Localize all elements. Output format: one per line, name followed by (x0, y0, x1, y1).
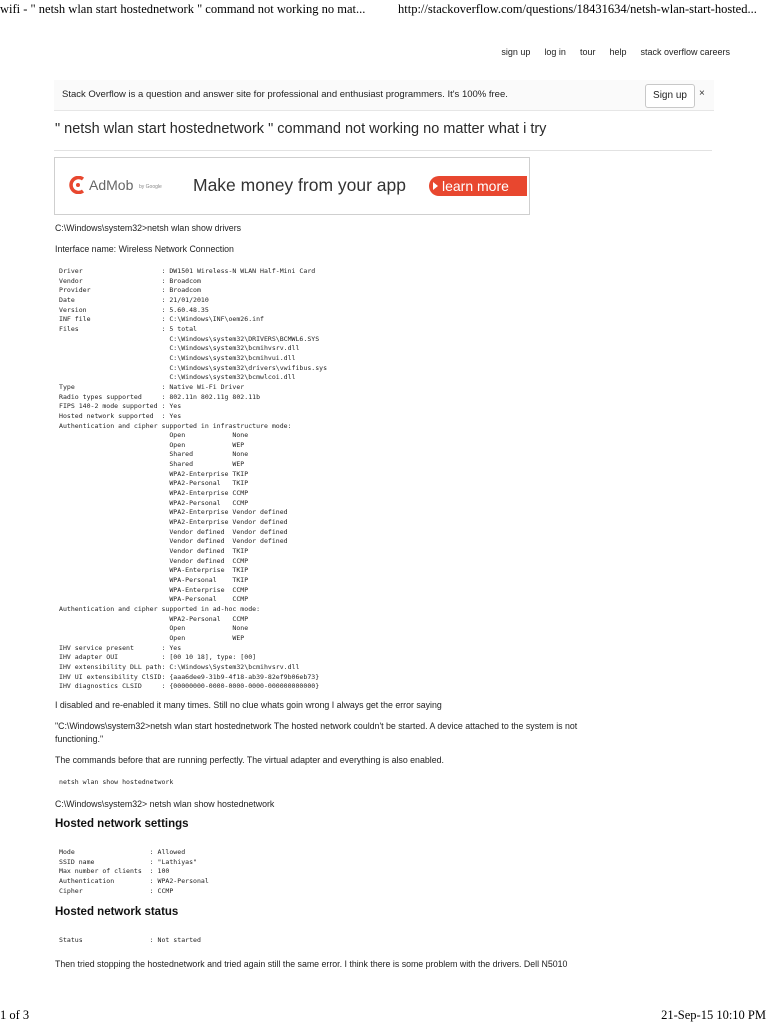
paragraph-commands: The commands before that are running perfectly. The virtual adapter and everything is also enabled. (55, 755, 444, 765)
divider (54, 150, 712, 151)
ad-learn-more-button[interactable] (429, 176, 527, 196)
interface-name: Interface name: Wireless Network Connection (55, 244, 234, 254)
close-icon[interactable]: × (699, 88, 705, 99)
paragraph-error-line2: functioning." (55, 734, 104, 744)
ad-brand: AdMob (89, 177, 134, 193)
announcement-bar (54, 80, 714, 111)
print-footer (0, 1008, 768, 1024)
nav-careers[interactable]: stack overflow careers (640, 47, 730, 57)
paragraph-disabled: I disabled and re-enabled it many times. Still no clue whats goin wrong I always get the error saying (55, 700, 442, 710)
inline-code-command: netsh wlan show hostednetwork (59, 778, 174, 786)
paragraph-error-line1: "C:\Windows\system32>netsh wlan start hostednetwork The hosted network couldn't be started. A device attached to the system is not (55, 721, 578, 731)
page-count: 1 of 3 (0, 1008, 30, 1022)
admob-logo-icon (69, 176, 87, 194)
question-title[interactable]: " netsh wlan start hostednetwork " command not working no matter what i try (55, 121, 547, 137)
nav-log-in[interactable]: log in (544, 47, 566, 57)
ad-slogan: Make money from your app (193, 175, 407, 195)
play-icon (433, 182, 438, 190)
print-header-url: http://stackoverflow.com/questions/18431634/netsh-wlan-start-hosted... (398, 2, 757, 16)
command-drivers: C:\Windows\system32>netsh wlan show drivers (55, 223, 242, 233)
print-header (0, 2, 768, 18)
nav-help[interactable]: help (609, 47, 627, 57)
ad-cta-label: learn more (442, 178, 509, 194)
announcement-text: Stack Overflow is a question and answer site for professional and enthusiast programmers. It's 100% free. (62, 89, 508, 100)
status-output-code: Status : Not started (59, 936, 201, 944)
ad-brand-sub: by Google (139, 184, 162, 190)
paragraph-drivers: Then tried stopping the hostednetwork and tried again still the same error. I think there is some problem with the drivers. Dell N5010 (55, 959, 568, 969)
drivers-output-code: Driver : DW1501 Wireless-N WLAN Half-Mini Card Vendor : Broadcom Provider : Broadcom Date : 21/01/2010 Version : 5.60.48.35 INF file : C:\Windows\INF\oem26.inf Files : 5 total C:\Windows\system32\DRIVERS\BCMWL6.SYS C:\Windows\system32\bcmihvsrv.dll C:\Windows\system32\bcmihvui.dll C:\Windows\system32\drivers\vwifibus.sys C:\Windows\system32\bcmwlcoi.dll Type : Native Wi-Fi Driver Radio types supported : 802.11n 802.11g 802.11b FIPS 140-2 mode supported : Yes Hosted network supported : Yes Authentication and cipher supported in infrastructure mode: Open None Open WEP Shared None Shared WEP WPA2-Enterprise TKIP WPA2-Personal TKIP WPA2-Enterprise CCMP WPA2-Personal CCMP WPA2-Enterprise Vendor defined WPA2-Enterprise Vendor defined Vendor defined Vendor defined Vendor defined Vendor defined Vendor defined TKIP Vendor defined CCMP WPA-Enterprise TKIP WPA-Personal TKIP WPA-Enterprise CCMP WPA-Personal CCMP Authentication and cipher supported in ad-hoc mode: WPA2-Personal CCMP Open None Open WEP IHV service present : Yes IHV adapter OUI : [00 10 18], type: [00] IHV extensibility DLL path: C:\Windows\System32\bcmihvsrv.dll IHV UI extensibility ClSID: {aaa6dee9-31b9-4f18-ab39-82ef9b06eb73} IHV diagnostics CLSID : {00000000-0000-0000-0000-000000000000} (59, 267, 328, 691)
nav-tour[interactable]: tour (579, 47, 596, 57)
command-hostednetwork: C:\Windows\system32> netsh wlan show hostednetwork (55, 799, 275, 809)
nav-sign-up[interactable]: sign up (501, 47, 531, 57)
signup-button[interactable]: Sign up (645, 84, 695, 108)
print-timestamp: 21-Sep-15 10:10 PM (661, 1008, 766, 1022)
print-header-title: wifi - " netsh wlan start hostednetwork " command not working no mat... (0, 2, 366, 16)
top-nav (501, 47, 730, 61)
settings-output-code: Mode : Allowed SSID name : "Lathiyas" Max number of clients : 100 Authentication : WPA2-Personal Cipher : CCMP (59, 848, 209, 895)
heading-status: Hosted network status (55, 906, 179, 918)
heading-settings: Hosted network settings (55, 818, 189, 830)
ad-banner[interactable] (54, 157, 530, 215)
